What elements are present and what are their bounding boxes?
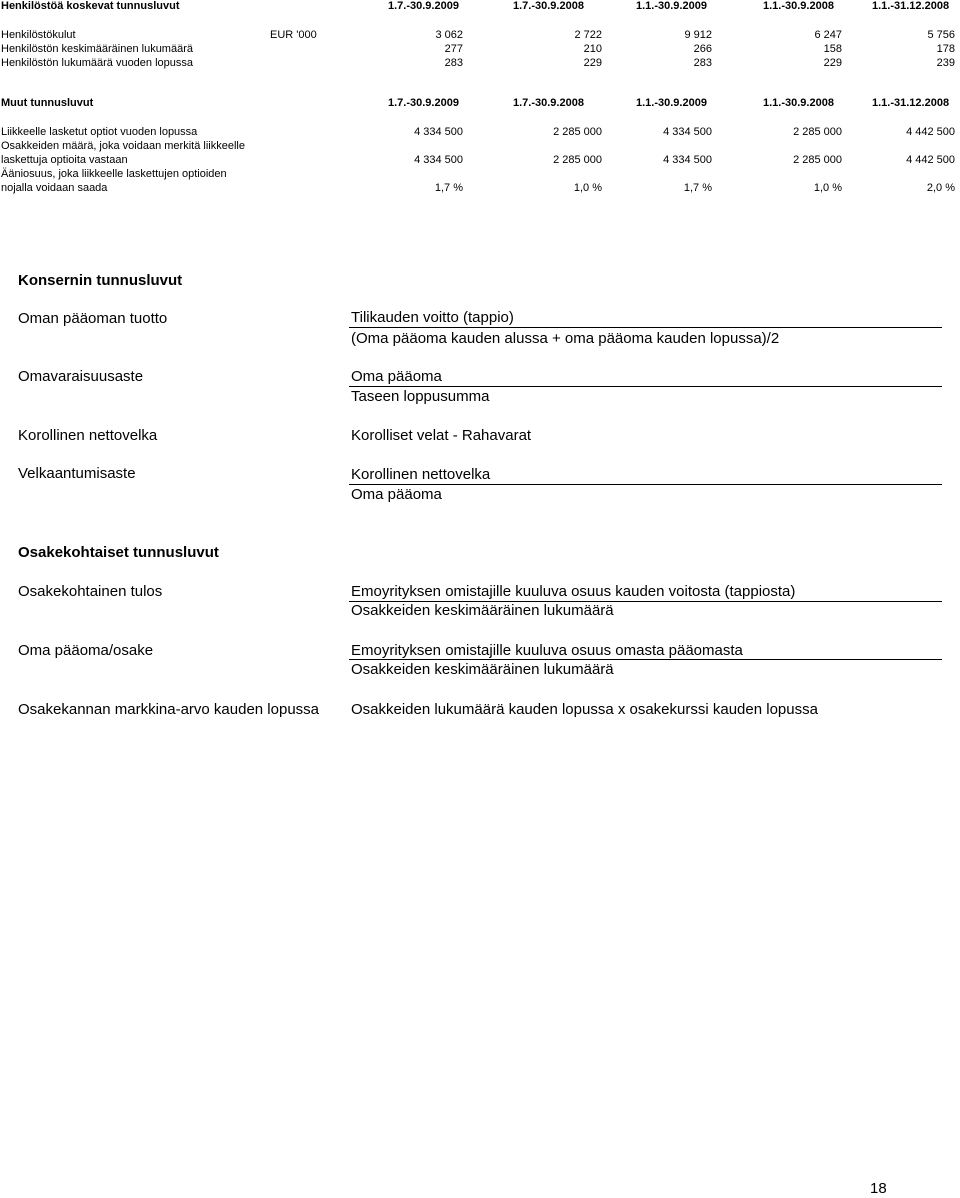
table-row [0, 182, 960, 195]
page-number: 18 [870, 1180, 887, 1197]
period-header: 1.1.-30.9.2009 [636, 97, 707, 109]
market-cap-label: Osakekannan markkina-arvo kauden lopussa [18, 701, 320, 718]
cell-value: 277 [444, 43, 463, 55]
row-label: laskettuja optioita vastaan [1, 154, 128, 166]
table-row [0, 57, 960, 70]
table-row [0, 140, 960, 153]
gearing-numerator: Korollinen nettovelka [351, 466, 491, 483]
personnel-header-row [0, 0, 960, 13]
roe-denominator: (Oma pääoma kauden alussa + oma pääoma kauden lopussa)/2 [351, 330, 780, 347]
cell-value: 4 334 500 [414, 154, 463, 166]
table-row [0, 126, 960, 139]
cell-value: 4 442 500 [906, 126, 955, 138]
period-header: 1.1.-30.9.2008 [763, 97, 834, 109]
cell-value: 3 062 [435, 29, 463, 41]
gearing-denominator: Oma pääoma [351, 486, 442, 503]
table-row [0, 154, 960, 167]
group-figures-title: Konsernin tunnusluvut [18, 272, 183, 289]
table-row [0, 168, 960, 181]
row-label: nojalla voidaan saada [1, 182, 108, 194]
eps-numerator: Emoyrityksen omistajille kuuluva osuus kauden voitosta (tappiosta) [351, 583, 796, 600]
fraction-line [349, 327, 942, 328]
row-label: Henkilöstökulut [1, 29, 76, 41]
cell-value: 178 [936, 43, 955, 55]
table-row [0, 29, 960, 42]
eps-denominator: Osakkeiden keskimääräinen lukumäärä [351, 602, 614, 619]
cell-value: 5 756 [927, 29, 955, 41]
fraction-line [349, 484, 942, 485]
per-share-title: Osakekohtaiset tunnusluvut [18, 544, 219, 561]
cell-value: 4 334 500 [663, 154, 712, 166]
period-header: 1.7.-30.9.2008 [513, 0, 584, 12]
table-row [0, 43, 960, 56]
period-header: 1.1.-31.12.2008 [872, 97, 950, 109]
equity-ratio-label: Omavaraisuusaste [18, 368, 144, 385]
roe-label: Oman pääoman tuotto [18, 310, 168, 327]
cell-value: 1,7 % [434, 182, 463, 194]
period-header: 1.1.-30.9.2009 [636, 0, 707, 12]
period-header: 1.1.-31.12.2008 [872, 0, 950, 12]
cell-value: 4 334 500 [663, 126, 712, 138]
bvps-denominator: Osakkeiden keskimääräinen lukumäärä [351, 661, 614, 678]
period-header: 1.7.-30.9.2009 [388, 97, 459, 109]
cell-value: 9 912 [684, 29, 712, 41]
gearing-label: Velkaantumisaste [18, 465, 136, 482]
net-debt-formula: Korolliset velat - Rahavarat [351, 427, 532, 444]
cell-value: 210 [583, 43, 602, 55]
cell-value: 283 [693, 57, 712, 69]
row-label: Osakkeiden määrä, joka voidaan merkitä liikkeelle [1, 140, 245, 152]
market-cap-formula: Osakkeiden lukumäärä kauden lopussa x osakekurssi kauden lopussa [351, 701, 818, 718]
eps-label: Osakekohtainen tulos [18, 583, 163, 600]
cell-value: 2 285 000 [553, 154, 602, 166]
cell-value: 2 285 000 [553, 126, 602, 138]
cell-value: 1,7 % [683, 182, 712, 194]
cell-value: 1,0 % [813, 182, 842, 194]
equity-ratio-denominator: Taseen loppusumma [351, 388, 490, 405]
other-header-row [0, 97, 960, 110]
row-label: Liikkeelle lasketut optiot vuoden lopussa [1, 126, 198, 138]
period-header: 1.1.-30.9.2008 [763, 0, 834, 12]
cell-value: 4 442 500 [906, 154, 955, 166]
period-header: 1.7.-30.9.2008 [513, 97, 584, 109]
other-title: Muut tunnusluvut [1, 97, 94, 109]
row-label: Henkilöstön lukumäärä vuoden lopussa [1, 57, 194, 69]
cell-value: 4 334 500 [414, 126, 463, 138]
cell-value: 2 285 000 [793, 154, 842, 166]
cell-value: 2,0 % [926, 182, 955, 194]
cell-value: 266 [693, 43, 712, 55]
cell-value: 229 [583, 57, 602, 69]
fraction-line [349, 659, 942, 660]
cell-value: 2 285 000 [793, 126, 842, 138]
cell-value: 6 247 [814, 29, 842, 41]
roe-numerator: Tilikauden voitto (tappio) [351, 309, 514, 326]
bvps-numerator: Emoyrityksen omistajille kuuluva osuus omasta pääomasta [351, 642, 743, 659]
cell-value: 1,0 % [573, 182, 602, 194]
net-debt-label: Korollinen nettovelka [18, 427, 158, 444]
period-header: 1.7.-30.9.2009 [388, 0, 459, 12]
personnel-title: Henkilöstöä koskevat tunnusluvut [1, 0, 180, 12]
row-label: Ääniosuus, joka liikkeelle laskettujen optioiden [1, 168, 227, 180]
cell-value: 283 [444, 57, 463, 69]
unit-label: EUR '000 [270, 29, 317, 41]
fraction-line [349, 386, 942, 387]
cell-value: 158 [823, 43, 842, 55]
cell-value: 229 [823, 57, 842, 69]
row-label: Henkilöstön keskimääräinen lukumäärä [1, 43, 193, 55]
bvps-label: Oma pääoma/osake [18, 642, 154, 659]
equity-ratio-numerator: Oma pääoma [351, 368, 442, 385]
cell-value: 2 722 [574, 29, 602, 41]
cell-value: 239 [936, 57, 955, 69]
